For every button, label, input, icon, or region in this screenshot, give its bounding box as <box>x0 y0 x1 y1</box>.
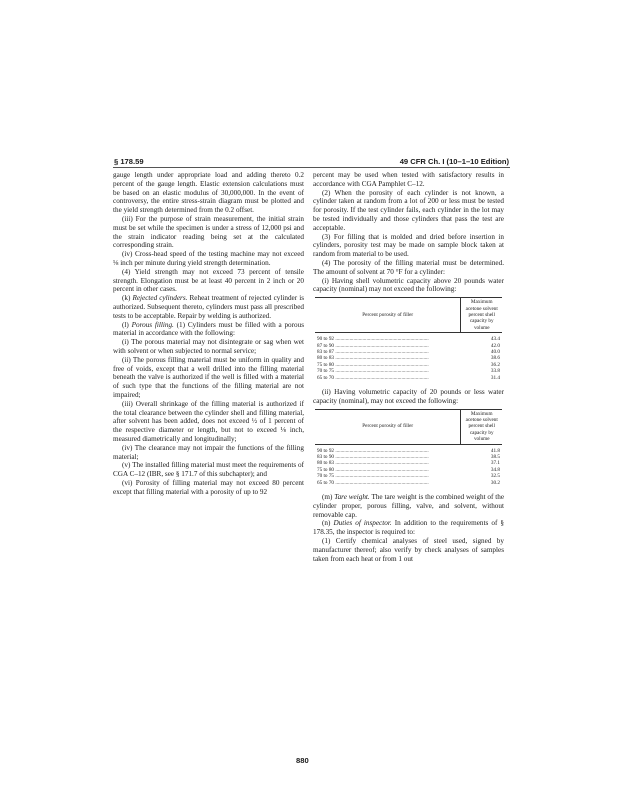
paragraph-text: The tare weight is the combined weight of the cylinder proper, porous filling, valve, and solvent, without removable cap. <box>313 493 505 519</box>
table-row <box>315 375 502 383</box>
table-cell: 70 to 75 ........................................................................ <box>317 368 429 375</box>
table-cell: 30.2 <box>490 479 500 486</box>
table-cell: 65 to 70 ........................................................................ <box>317 479 429 486</box>
paragraph: (i) Having shell volumetric capacity above 20 pounds water capacity (nominal) may not exceed the following: <box>313 276 504 294</box>
paragraph: (iv) Cross-head speed of the testing machine may not exceed ⅛ inch per minute during yield strength determination. <box>113 250 304 267</box>
table-cell: 43.4 <box>490 336 500 343</box>
paragraph <box>313 493 504 519</box>
paragraph-number: (k) <box>122 294 131 303</box>
paragraph <box>113 294 304 320</box>
table-header: Maximum acetone solvent percent shell capacity by volume <box>461 409 502 444</box>
table-cell: 75 to 80 ........................................................................ <box>317 466 429 473</box>
paragraph: (iii) For the purpose of strain measurement, the initial strain must be set while the specimen is under a stress of 12,000 psi and the strain indicator reading being set at the calculated corresponding strain. <box>113 214 304 250</box>
paragraph: (iii) Overall shrinkage of the filling material is authorized if the total clearance between the cylinder shell and filling material, after solvent has been added, does not exceed ½ of 1 percent of the respective diameter or length, but not to exceed ⅛ inch, measured diametrically and longitudinally; <box>113 399 304 443</box>
paragraph <box>313 519 504 537</box>
paragraph-text: In addition to the requirements of § 178.35, the inspector is required to: <box>313 519 504 537</box>
table-cell: 90 to 92 ........................................................................ <box>317 336 429 343</box>
table-cell: 33.8 <box>490 368 500 375</box>
paragraph: gauge length under appropriate load and adding thereto 0.2 percent of the gauge length. Elastic extension calculations must be based on an elastic modulus of 30,000,000. In the event of controversy, the entire stress-strain diagram must be plotted and the yield strength determined from the 0.2 offset. <box>113 171 304 215</box>
table-header: Percent porosity of filler <box>315 298 461 333</box>
table-cell: 37.1 <box>490 460 500 467</box>
porosity-table-large <box>315 297 502 383</box>
paragraph-number: (l) <box>122 320 129 329</box>
table-cell: 83 to 90 ........................................................................ <box>317 454 429 461</box>
paragraph <box>113 321 304 339</box>
table-cell: 41.8 <box>490 447 500 454</box>
table-cell: 38.5 <box>490 454 500 461</box>
table-cell: 65 to 70 ........................................................................ <box>317 374 429 381</box>
table-header: Maximum acetone solvent percent shell capacity by volume <box>461 298 502 333</box>
table-cell: 31.4 <box>490 374 500 381</box>
paragraph: (v) The installed filling material must meet the requirements of CGA C–12 (IBR, see § 171.7 of this subchapter); and <box>113 461 304 479</box>
paragraph: percent may be used when tested with satisfactory results in accordance with CGA Pamphlet C–12. <box>313 171 504 188</box>
left-column <box>113 171 304 496</box>
table-cell: 38.6 <box>490 355 500 362</box>
paragraph: (vi) Porosity of filling material may not exceed 80 percent except that filling material with a porosity of up to 92 <box>113 478 304 496</box>
table-cell: 80 to 83 ........................................................................ <box>317 460 429 467</box>
table-cell: 90 to 92 ........................................................................ <box>317 447 429 454</box>
paragraph: (1) Certify chemical analyses of steel used, signed by manufacturer thereof; also verify by check analyses of samples taken from each heat or from 1 out <box>313 537 504 563</box>
table-cell: 34.8 <box>490 466 500 473</box>
table-cell: 70 to 75 ........................................................................ <box>317 473 429 480</box>
title-header: 49 CFR Ch. I (10–1–10 Edition) <box>399 157 509 166</box>
table-cell: 40.0 <box>490 349 500 355</box>
right-column <box>313 171 504 563</box>
table-cell: 80 to 83 ........................................................................ <box>317 355 429 362</box>
table-header: Percent porosity of filler <box>315 409 461 444</box>
paragraph: (iv) The clearance may not impair the functions of the filling material; <box>113 443 304 461</box>
paragraph: (4) The porosity of the filling material must be determined. The amount of solvent at 70 °F for a cylinder: <box>313 258 504 276</box>
table-row <box>315 480 502 488</box>
table-cell: 42.0 <box>490 342 500 349</box>
table-cell: 36.2 <box>490 361 500 368</box>
paragraph-number: (n) <box>322 519 331 528</box>
table-row <box>315 333 502 343</box>
table-cell: 87 to 90 ........................................................................ <box>317 342 429 349</box>
paragraph-heading: Rejected cylinders. <box>132 294 188 303</box>
paragraph: (i) The porous material may not disintegrate or sag when wet with solvent or when subjected to normal service; <box>113 338 304 355</box>
table-cell: 32.5 <box>490 473 500 480</box>
paragraph-text: Reheat treatment of rejected cylinder is authorized. Subsequent thereto, cylinders must pass all prescribed tests to be acceptable. Repair by welding is authorized. <box>113 294 305 320</box>
paragraph: (ii) Having volumetric capacity of 20 pounds or less water capacity (nominal), may not exceed the following: <box>313 388 504 405</box>
paragraph: (ii) The porous filling material must be uniform in quality and free of voids, except that a well drilled into the filling material beneath the valve is authorized if the well is filled with a material of such type that the functions of the filling material are not impaired; <box>113 355 304 399</box>
paragraph-heading: Tare weight. <box>334 493 370 502</box>
paragraph: (3) For filling that is molded and dried before insertion in cylinders, porosity test may be made on sample block taken at random from material to be used. <box>313 232 504 259</box>
paragraph-heading: Porous filling. <box>131 320 174 329</box>
paragraph-number: (m) <box>322 493 333 502</box>
paragraph-heading: Duties of inspector. <box>333 519 392 528</box>
table-row <box>315 444 502 454</box>
header-rule <box>113 167 510 168</box>
porosity-table-small <box>315 409 502 488</box>
table-cell: 75 to 80 ........................................................................ <box>317 361 429 368</box>
page-number: 880 <box>296 756 309 765</box>
section-header: § 178.59 <box>114 157 144 166</box>
paragraph-text: (1) Cylinders must be filled with a porous material in accordance with the following: <box>113 320 305 338</box>
table-cell: 83 to 87 ........................................................................ <box>317 349 429 355</box>
paragraph: (2) When the porosity of each cylinder is not known, a cylinder taken at random from a lot of 200 or less must be tested for porosity. If the test cylinder fails, each cylinder in the lot may be tested individually and those cylinders that pass the test are acceptable. <box>313 188 504 232</box>
paragraph: (4) Yield strength may not exceed 73 percent of tensile strength. Elongation must be at least 40 percent in 2 inch or 20 percent in other cases. <box>113 267 304 294</box>
